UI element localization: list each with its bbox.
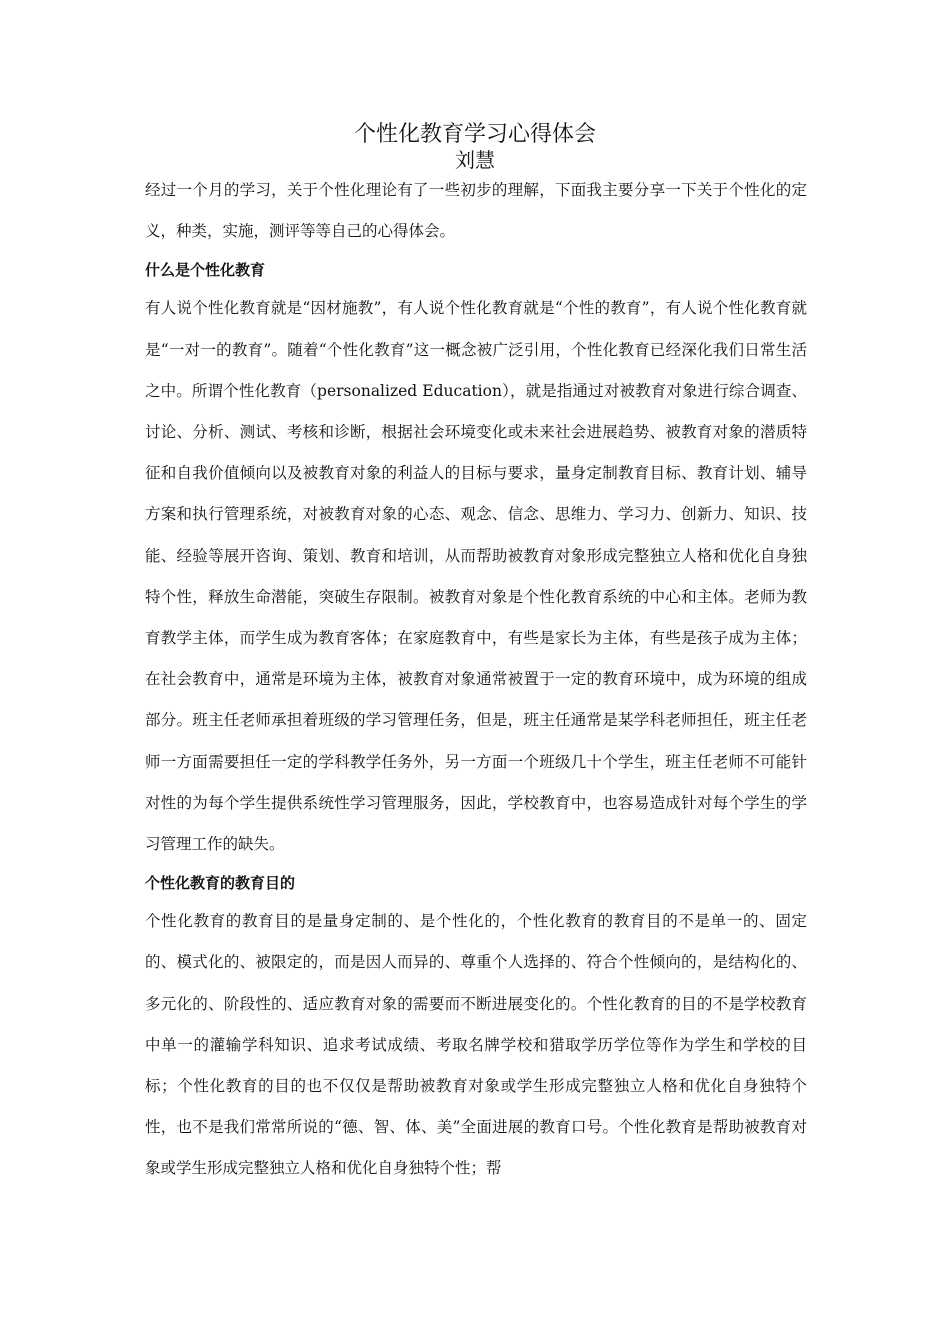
- section-paragraph-purpose: 个性化教育的教育目的是量身定制的、是个性化的，个性化教育的教育目的不是单一的、固定的、模式化的、被限定的，而是因人而异的、尊重个人选择的、符合个性倾向的，是结构化的、多元化的、阶段性的、适应教育对象的需要而不断进展变化的。个性化教育的目的不是学校教育中单一的灌输学科知识、追求考试成绩、考取名牌学校和猎取学历学位等作为学生和学校的目标；个性化教育的目的也不仅仅是帮助被教育对象或学生形成完整独立人格和优化自身独特个性，也不是我们常常所说的“德、智、体、美”全面进展的教育口号。个性化教育是帮助被教育对象或学生形成完整独立人格和优化自身独特个性；帮: [145, 912, 807, 1178]
- document-body: [145, 170, 807, 1190]
- intro-paragraph: 经过一个月的学习，关于个性化理论有了一些初步的理解，下面我主要分享一下关于个性化的定义，种类，实施，测评等等自己的心得体会。: [145, 181, 807, 241]
- document-author: 刘慧: [455, 148, 495, 172]
- section-heading-what-is: 什么是个性化教育: [145, 261, 266, 280]
- section-heading-purpose: 个性化教育的教育目的: [145, 874, 296, 893]
- document-title: 个性化教育学习心得体会: [353, 122, 596, 147]
- section-paragraph-what-is: 有人说个性化教育就是“因材施教”，有人说个性化教育就是“个性的教育”，有人说个性化教育就是“一对一的教育”。随着“个性化教育”这一概念被广泛引用，个性化教育已经深化我们日常生活之中。所谓个性化教育（personalized Education），就是指通过对被教育对象进行综合调查、讨论、分析、测试、考核和诊断，根据社会环境变化或未来社会进展趋势、被教育对象的潜质特征和自我价值倾向以及被教育对象的利益人的目标与要求，量身定制教育目标、教育计划、辅导方案和执行管理系统，对被教育对象的心态、观念、信念、思维力、学习力、创新力、知识、技能、经验等展开咨询、策划、教育和培训，从而帮助被教育对象形成完整独立人格和优化自身独特个性，释放生命潜能，突破生存限制。被教育对象是个性化教育系统的中心和主体。老师为教育教学主体，而学生成为教育客体；在家庭教育中，有些是家长为主体，有些是孩子成为主体；在社会教育中，通常是环境为主体，被教育对象通常被置于一定的教育环境中，成为环境的组成部分。班主任老师承担着班级的学习管理任务，但是，班主任通常是某学科老师担任，班主任老师一方面需要担任一定的学科教学任务外，另一方面一个班级几十个学生，班主任老师不可能针对性的为每个学生提供系统性学习管理服务，因此，学校教育中，也容易造成针对每个学生的学习管理工作的缺失。: [145, 299, 807, 854]
